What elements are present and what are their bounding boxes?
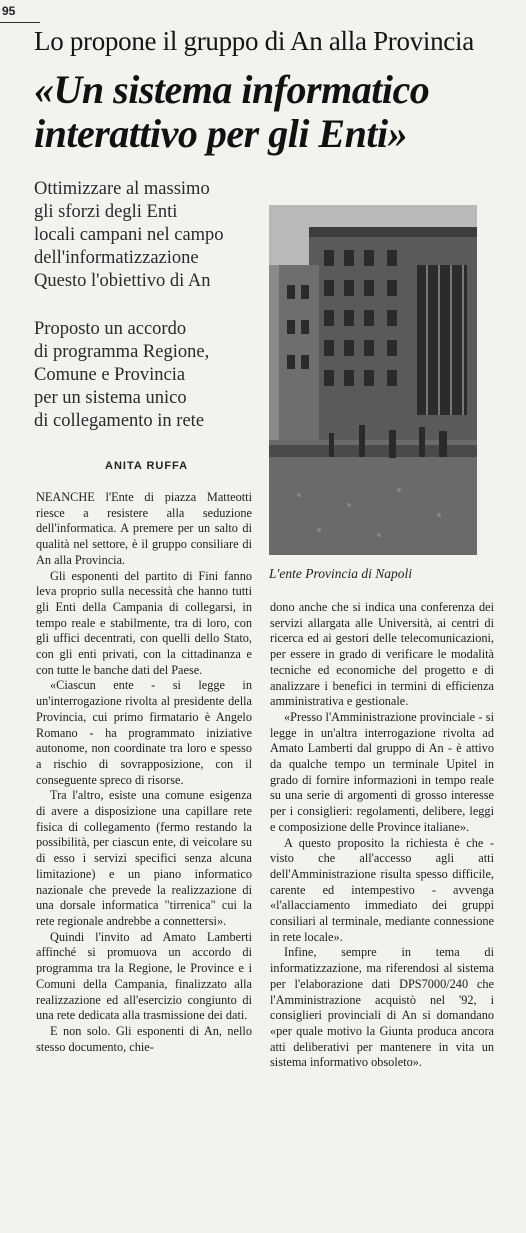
paragraph: Tra l'altro, esiste una comune esigenza di avere a disposizione una capillare rete fisica di collegamento (fermo restando la possibilità, per ciascun ente, di veicolare su di esso i servizi specifici senza alcuna limitazione) e un piano informatico nazionale che prevede la realizzazione di una dorsale informatica "tirrenica" cui la rete regionale andrebbe a connettersi».: [36, 788, 252, 928]
paragraph: Infine, sempre in tema di informatizzazione, ma riferendosi al sistema per l'elaborazione dati DPS7000/240 che l'Amministrazione acquistò nel '92, i consiglieri provinciali di An si domandano «per quale motivo la Giunta produca ancora atti deliberativi per mantenere in vita un sistema informativo obsoleto».: [270, 945, 494, 1070]
paragraph: Quindi l'invito ad Amato Lamberti affinché si promuova un accordo di programma tra la Regione, le Province e i Comuni della Campania, finalizzato alla realizzazione ed all'esercizio congiunto di una rete dedicata alla trasmissione dei dati.: [36, 929, 252, 1023]
building-illustration: [269, 205, 477, 555]
paragraph: E non solo. Gli esponenti di An, nello stesso documento, chie-: [36, 1023, 252, 1054]
headline-line-1: «Un sistema informatico: [34, 67, 430, 112]
article-column-left: [36, 490, 252, 1055]
paragraph: «Presso l'Amministrazione provinciale - si legge in un'altra interrogazione rivolta ad Amato Lamberti dal gruppo di An - è attivo da qualche tempo un terminale Upitel in grado di fornire informazioni in tempo reale su una serie di argomenti di grosso interesse per i consiglieri: regolamenti, delibere, leggi e composizione delle Province italiane».: [270, 709, 494, 834]
subhead-1-line: locali campani nel campo: [34, 225, 224, 245]
paragraph: A questo proposito la richiesta è che - visto che all'accesso agli atti dell'Amministrazione risulta spesso difficile, carente ed intempestivo - avvenga «l'allacciamento immediato dei gruppi consiliari al terminale, mediante connessione in rete locale».: [270, 835, 494, 944]
subhead-2-line: di programma Regione,: [34, 342, 210, 362]
top-rule: [0, 22, 40, 23]
building-photo: [269, 205, 477, 555]
subhead-1-line: gli sforzi degli Enti: [34, 202, 178, 222]
page-number: 95: [2, 4, 16, 18]
headline-line-2: interattivo per gli Enti»: [34, 111, 408, 156]
subhead-1: [34, 178, 262, 293]
paragraph: NEANCHE l'Ente di piazza Matteotti riesce a resistere alla seduzione dell'informatica. A premere per un salto di qualità nel settore, è il gruppo consiliare di An alla Provincia.: [36, 490, 252, 567]
paragraph: Gli esponenti del partito di Fini fanno leva proprio sulla necessità che hanno tutti gli Enti della Campania di collegarsi, in tempo reale e stabilmente, tra di loro, con gli uffici decentrati, con quelli dello Stato, con gli enti privati, con la cittadinanza e con tutte le banche dati del Paese.: [36, 568, 252, 677]
subhead-2-line: per un sistema unico: [34, 388, 187, 408]
kicker: Lo propone il gruppo di An alla Provincia: [34, 26, 474, 56]
subhead-2-line: Comune e Provincia: [34, 365, 186, 385]
subhead-1-line: Ottimizzare al massimo: [34, 179, 210, 199]
subhead-1-line: Questo l'obiettivo di An: [34, 271, 211, 291]
subhead-1-line: dell'informatizzazione: [34, 248, 199, 268]
byline: ANITA RUFFA: [105, 460, 189, 472]
paragraph: «Ciascun ente - si legge in un'interrogazione rivolta al presidente della Provincia, cui primo firmatario è Angelo Romano - ha programmato iniziative autonome, non coordinate tra loro e spesso a rischio di sovrapposizione, con il conseguente spreco di risorse.: [36, 678, 252, 787]
paragraph: dono anche che si indica una conferenza dei servizi allargata alle Università, ai centri di ricerca ed ai gestori delle telecomunicazioni, per essere in grado di verificare le modalità tecniche ed economiche del progetto e di analizzare i benefici in termini di efficienza amministrativa e gestionale.: [270, 600, 494, 709]
photo-caption: L'ente Provincia di Napoli: [269, 566, 412, 581]
headline: [34, 68, 504, 156]
subhead-2: [34, 318, 262, 433]
subhead-2-line: di collegamento in rete: [34, 411, 205, 431]
subhead-2-line: Proposto un accordo: [34, 319, 187, 339]
article-column-right: [270, 600, 494, 1071]
